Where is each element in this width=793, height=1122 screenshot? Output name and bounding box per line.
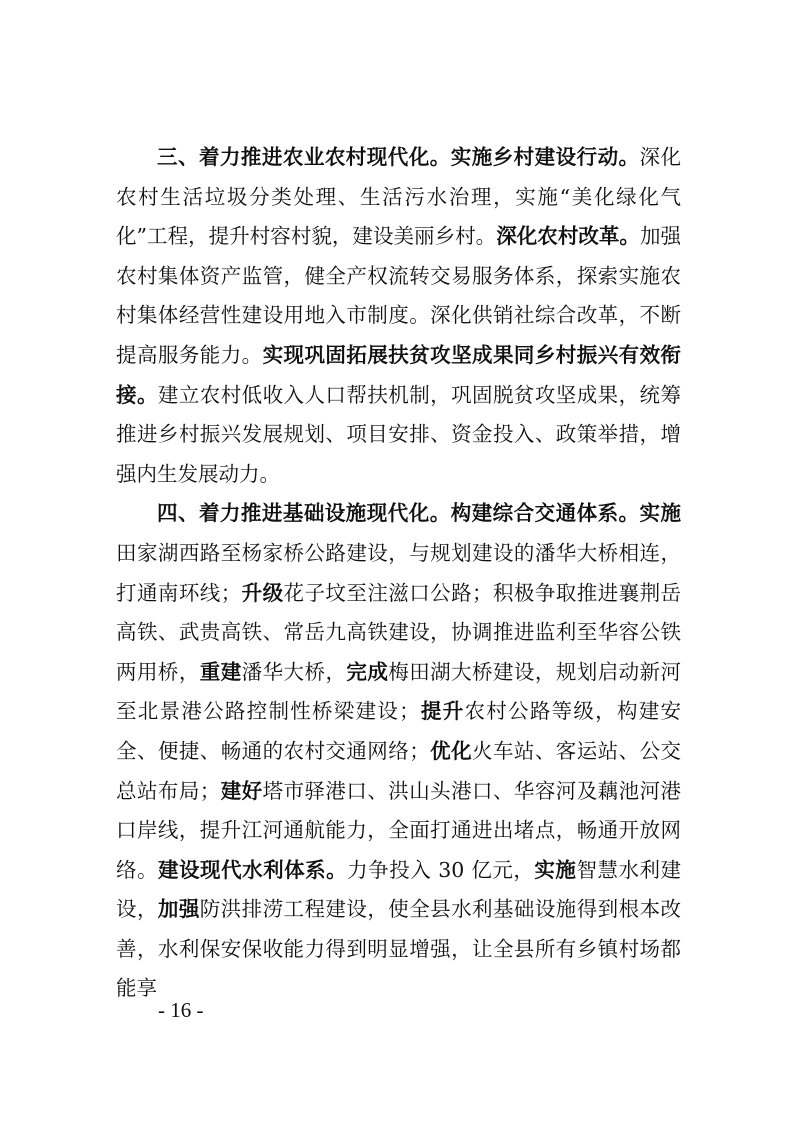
paragraph-infrastructure: [116, 494, 681, 1009]
subheading-transport-system: 构建综合交通体系。: [450, 501, 640, 526]
text-flood-control: 防洪排涝工程建设，使全县水利基础设施得到根本改善，水利保安保收能力得到明显增强，让全县所有乡镇村场都能享: [116, 897, 682, 1001]
text-rural-roads: 农村公路等级，构建安全、便捷、畅通的农村交通网络；: [116, 699, 682, 763]
text-investment: 力争投入 30 亿元，: [347, 857, 535, 882]
text-railway-projects: 花子坟至注滋口公路；积极争取推进襄荆岳高铁、武贵高铁、常岳九高铁建设，协调推进监利至华容公铁两用桥，: [116, 580, 682, 684]
keyword-build-well: 建好: [220, 778, 263, 803]
keyword-upgrade: 升级: [241, 580, 284, 605]
text-rural-construction: 深化农村生活垃圾分类处理、生活污水治理，实施“美化绿化气化”工程，提升村容村貌，建设美丽乡村。: [116, 145, 682, 249]
keyword-strengthen: 加强: [157, 897, 200, 922]
text-poverty-revitalization: 建立农村低收入人口帮扶机制，巩固脱贫攻坚成果，统筹推进乡村振兴发展规划、项目安排、资金投入、政策举措，增强内生发展动力。: [116, 382, 682, 486]
text-panhua-bridge: 潘华大桥，: [241, 659, 347, 684]
paragraph-agriculture: [116, 138, 681, 494]
text-meitianhu-bridge: 梅田湖大桥建设，规划启动新河至北景港公路控制性桥梁建设；: [116, 659, 682, 724]
text-ports: 塔市驿港口、洪山头港口、华容河及藕池河港口岸线，提升江河通航能力，全面打通进出堵点，畅通开放网络。: [116, 778, 682, 882]
keyword-implement-water: 实施: [534, 857, 577, 882]
subheading-poverty-revitalization: 实现巩固拓展扶贫攻坚成果同乡村振兴有效衔接。: [116, 342, 682, 407]
keyword-improve: 提升: [419, 699, 465, 724]
text-stations-layout: 火车站、客运站、公交总站布局；: [116, 738, 682, 803]
keyword-implement: 实施: [639, 501, 682, 526]
keyword-complete: 完成: [346, 659, 389, 684]
heading-agriculture-modernization: 三、着力推进农业农村现代化。: [157, 145, 451, 169]
heading-infrastructure-modernization: 四、着力推进基础设施现代化。: [157, 501, 451, 526]
text-smart-water: 智慧水利建设，: [116, 857, 682, 922]
subheading-water-system: 建设现代水利体系。: [158, 857, 348, 882]
keyword-rebuild: 重建: [199, 659, 242, 684]
page-number: - 16 -: [158, 998, 204, 1022]
subheading-rural-reform: 深化农村改革。: [496, 224, 640, 249]
body-text: [116, 138, 681, 1009]
keyword-optimize: 优化: [429, 738, 473, 763]
subheading-rural-construction: 实施乡村建设行动。: [450, 145, 640, 169]
text-rural-reform: 加强农村集体资产监管，健全产权流转交易服务体系，探索实施农村集体经营性建设用地入市制度。深化供销社综合改革，不断提高服务能力。: [116, 224, 682, 367]
text-road-construction: 田家湖西路至杨家桥公路建设，与规划建设的潘华大桥相连，打通南环线；: [116, 540, 681, 605]
